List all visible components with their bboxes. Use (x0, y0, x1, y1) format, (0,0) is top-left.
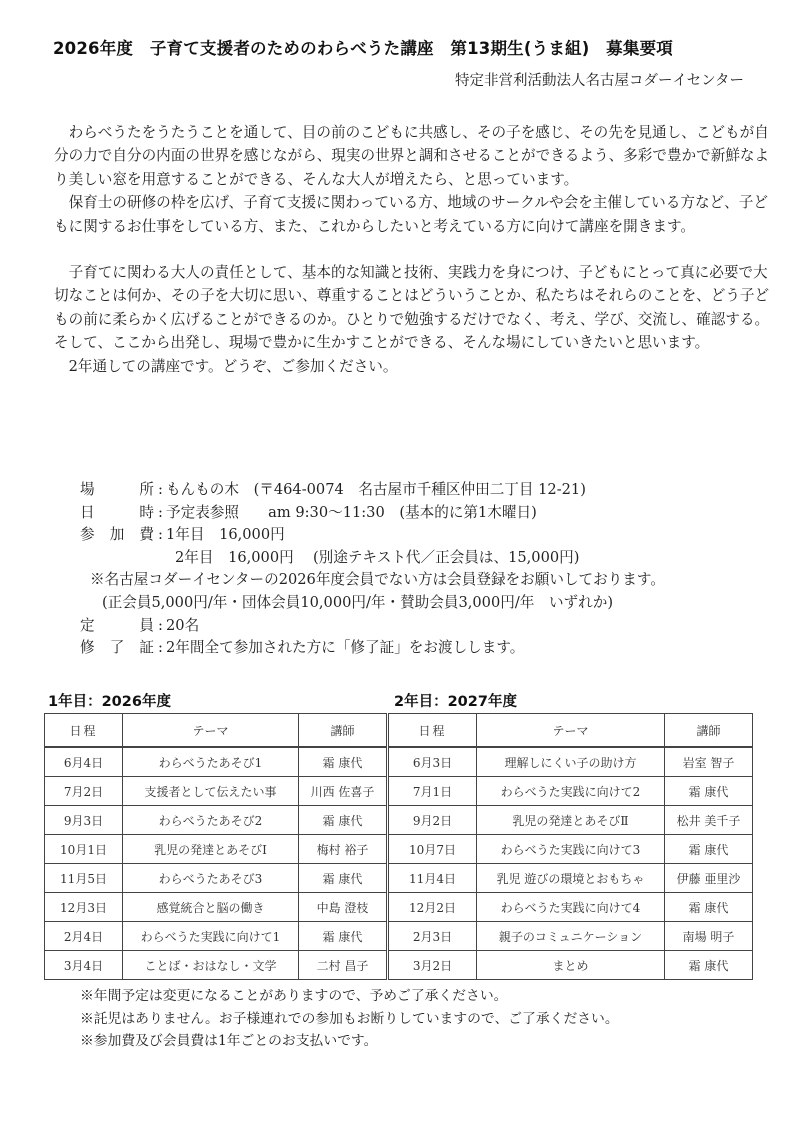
cell-theme: わらべうたあそび1 (123, 747, 299, 777)
intro-paragraph: わらべうたをうたうことを通して、目の前のこどもに共感し、その子を感じ、その先を見通し、こどもが自分の力で自分の内面の世界を感じながら、現実の世界と調和させることができるよう、多彩で豊かで新鮮なより美しい窓を用意することができる、そんな大人が増えたら、と思っています。 (54, 124, 770, 188)
table-header-row (45, 714, 387, 748)
cell-date: 2月3日 (389, 922, 477, 951)
organization-name: 特定非営利活動法人名古屋コダーイセンター (455, 73, 744, 89)
detail-certificate: 修了証 : 2年間全て参加された方に「修了証」をお渡しします。 (80, 637, 780, 660)
cell-theme: 感覚統合と脳の働き (123, 893, 299, 922)
cell-date: 6月3日 (389, 747, 477, 777)
cell-theme: わらべうたあそび2 (123, 806, 299, 835)
cell-theme: わらべうた実践に向けて2 (477, 777, 665, 806)
table-row (45, 777, 387, 806)
cell-teacher: 霜 康代 (299, 922, 387, 951)
cell-date: 10月1日 (45, 835, 123, 864)
detail-value: 1年目 16,000円 (166, 526, 285, 544)
footnotes (80, 985, 760, 1053)
table-header-row (389, 714, 753, 748)
detail-value: もんもの木 (〒464-0074 名古屋市千種区仲田二丁目 12-21) (166, 481, 586, 498)
table-row (389, 922, 753, 951)
detail-fee-year2 (80, 547, 780, 570)
intro-paragraph: 子育てに関わる大人の責任として、基本的な知識と技術、実践力を身につけ、子どもにとって真に必要で大切なことは何か、その子を大切に思い、尊重することはどういうことか、私たちはそれらのことを、どう子どもの前に柔らかく広げることができるのか。ひとりで勉強するだけでなく、考え、学び、交流し、確認する。そして、ここから出発し、現場で豊かに生かすことができる、そんな場にしていきたいと思います。 (54, 264, 770, 352)
cell-date: 9月2日 (389, 806, 477, 835)
cell-theme: 理解しにくい子の助け方 (477, 747, 665, 777)
detail-value: 2年間全て参加された方に「修了証」をお渡しします。 (166, 639, 525, 657)
table-row (45, 747, 387, 777)
cell-date: 12月3日 (45, 893, 123, 922)
detail-value: 予定表参照 am 9:30〜11:30 (基本的に第1木曜日) (166, 503, 537, 521)
table-row (389, 951, 753, 980)
cell-theme: 親子のコミュニケーション (477, 922, 665, 951)
detail-label: 場所 (80, 481, 154, 498)
cell-theme: 乳児の発達とあそびⅠ (123, 835, 299, 864)
table-row (389, 893, 753, 922)
cell-teacher: 川西 佐喜子 (299, 777, 387, 806)
table-row (45, 893, 387, 922)
footnote: ※参加費及び会員費は1年ごとのお支払いです。 (80, 1033, 378, 1049)
table-row (389, 864, 753, 893)
cell-theme: わらべうた実践に向けて3 (477, 835, 665, 864)
membership-fees: (正会員5,000円/年・団体会員10,000円/年・賛助会員3,000円/年 いずれか) (102, 593, 614, 611)
table-row (389, 835, 753, 864)
column-header-teacher: 講師 (665, 714, 753, 748)
column-header-teacher: 講師 (299, 714, 387, 748)
cell-date: 11月5日 (45, 864, 123, 893)
detail-label: 参加費 (80, 526, 154, 544)
document-title: 2026年度 子育て支援者のためのわらべうた講座 第13期生(うま組) 募集要項 (53, 39, 673, 58)
detail-label: 日時 (80, 503, 154, 521)
cell-teacher: 南場 明子 (665, 922, 753, 951)
year1-schedule-table (44, 713, 387, 980)
table-row (389, 806, 753, 835)
intro-paragraph: 保育士の研修の枠を広げ、子育て支援に関わっている方、地域のサークルや会を主催している方など、子どもに関するお仕事をしている方、また、これからしたいと考えている方に向けて講座を開きます。 (54, 194, 768, 235)
detail-value: 20名 (166, 616, 200, 634)
cell-teacher: 霜 康代 (665, 835, 753, 864)
cell-teacher: 松井 美千子 (665, 806, 753, 835)
cell-teacher: 中島 澄枝 (299, 893, 387, 922)
column-header-theme: テーマ (123, 714, 299, 748)
cell-theme: わらべうた実践に向けて1 (123, 922, 299, 951)
cell-theme: わらべうた実践に向けて4 (477, 893, 665, 922)
cell-teacher: 霜 康代 (299, 864, 387, 893)
detail-fee: 参加費 : 1年目 16,000円 (80, 524, 780, 547)
footnote: ※年間予定は変更になることがありますので、予めご了承ください。 (80, 988, 508, 1004)
cell-date: 11月4日 (389, 864, 477, 893)
column-header-theme: テーマ (477, 714, 665, 748)
cell-date: 7月1日 (389, 777, 477, 806)
course-details (80, 479, 780, 660)
cell-teacher: 霜 康代 (665, 951, 753, 980)
table-row (45, 835, 387, 864)
table-row (45, 864, 387, 893)
cell-theme: 乳児 遊びの環境とおもちゃ (477, 864, 665, 893)
column-header-date: 日程 (45, 714, 123, 748)
cell-teacher: 二村 昌子 (299, 951, 387, 980)
membership-note: ※名古屋コダーイセンターの2026年度会員でない方は会員登録をお願いしております。 (90, 571, 665, 589)
cell-date: 2月4日 (45, 922, 123, 951)
cell-date: 9月3日 (45, 806, 123, 835)
cell-date: 12月2日 (389, 893, 477, 922)
column-header-date: 日程 (389, 714, 477, 748)
cell-teacher: 梅村 裕子 (299, 835, 387, 864)
detail-value: 2年目 16,000円 (別途テキスト代／正会員は、15,000円) (175, 548, 580, 566)
cell-teacher: 霜 康代 (299, 747, 387, 777)
year1-heading: 1年目：2026年度 (48, 694, 171, 710)
detail-time: 日時 : 予定表参照 am 9:30〜11:30 (基本的に第1木曜日) (80, 502, 780, 525)
table-row (389, 777, 753, 806)
cell-theme: 支援者として伝えたい事 (123, 777, 299, 806)
table-row (45, 806, 387, 835)
footnote: ※託児はありません。お子様連れでの参加もお断りしていますので、ご了承ください。 (80, 1010, 619, 1027)
intro-paragraph: 2年通しての講座です。どうぞ、ご参加ください。 (68, 357, 398, 375)
cell-teacher: 霜 康代 (665, 893, 753, 922)
table-row (389, 747, 753, 777)
cell-theme: わらべうたあそび3 (123, 864, 299, 893)
cell-date: 6月4日 (45, 747, 123, 777)
intro-text (54, 121, 770, 378)
cell-theme: まとめ (477, 951, 665, 980)
table-row (45, 951, 387, 980)
cell-teacher: 岩室 智子 (665, 747, 753, 777)
table-row (45, 922, 387, 951)
cell-date: 3月2日 (389, 951, 477, 980)
cell-teacher: 霜 康代 (299, 806, 387, 835)
year2-schedule-table (388, 713, 753, 980)
detail-label: 修了証 (80, 639, 154, 657)
cell-date: 10月7日 (389, 835, 477, 864)
cell-teacher: 伊藤 亜里沙 (665, 864, 753, 893)
cell-theme: 乳児の発達とあそびⅡ (477, 806, 665, 835)
cell-date: 3月4日 (45, 951, 123, 980)
detail-place: 場所 : もんもの木 (〒464-0074 名古屋市千種区仲田二丁目 12-21) (80, 479, 780, 502)
detail-capacity: 定員 : 20名 (80, 615, 780, 638)
cell-theme: ことば・おはなし・文学 (123, 951, 299, 980)
cell-teacher: 霜 康代 (665, 777, 753, 806)
cell-date: 7月2日 (45, 777, 123, 806)
year2-heading: 2年目：2027年度 (394, 694, 517, 710)
detail-label: 定員 (80, 616, 154, 634)
